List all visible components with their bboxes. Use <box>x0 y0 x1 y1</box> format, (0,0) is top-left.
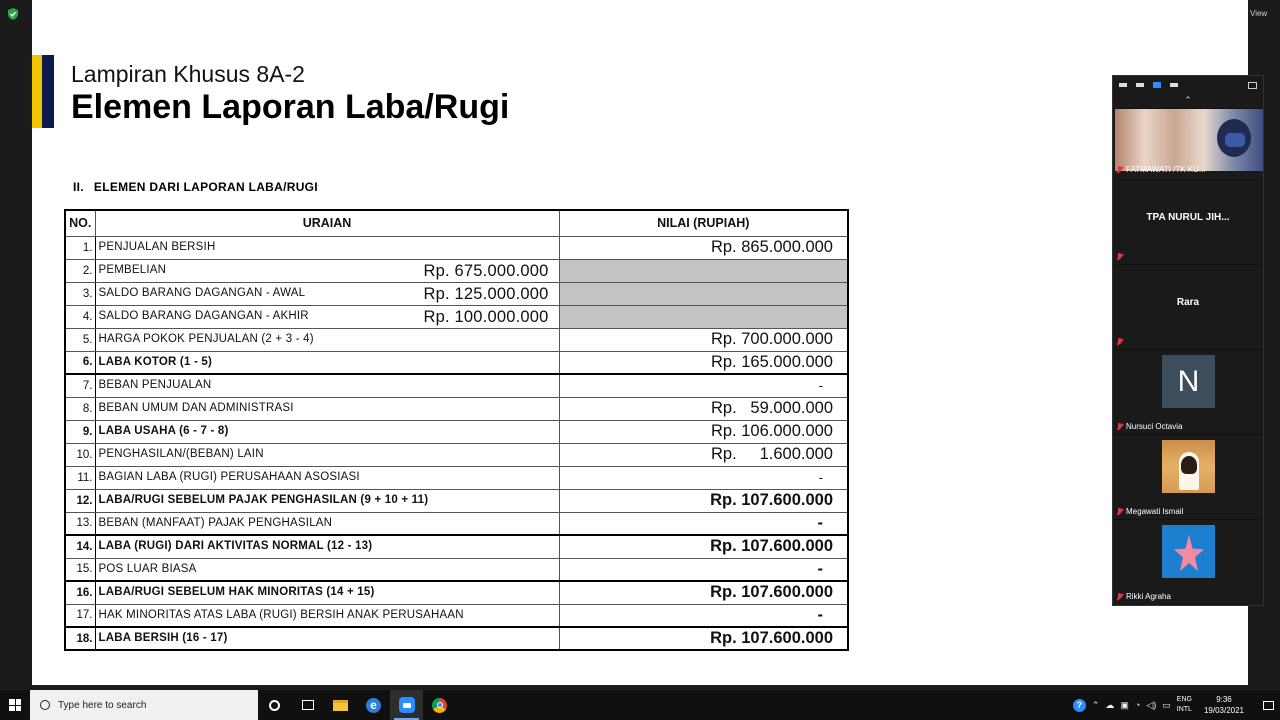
row-description: PENJUALAN BERSIH <box>95 236 559 259</box>
row-description: LABA BERSIH (16 - 17) <box>95 627 559 650</box>
row-value: Rp. 107.600.000 <box>559 627 848 650</box>
row-description: BEBAN PENJUALAN <box>95 374 559 397</box>
row-value: Rp. 1.600.000 <box>559 443 848 466</box>
file-explorer-button[interactable] <box>324 690 357 720</box>
start-button[interactable] <box>0 690 30 720</box>
row-number: 13. <box>65 512 95 535</box>
view-button[interactable]: View <box>1238 6 1267 20</box>
participant-mute-status <box>1116 338 1123 346</box>
accent-bar-navy <box>42 55 54 128</box>
row-description: LABA (RUGI) DARI AKTIVITAS NORMAL (12 - 13) <box>95 535 559 558</box>
row-number: 17. <box>65 604 95 627</box>
table-row <box>65 489 848 512</box>
header-uraian: URAIAN <box>95 210 559 236</box>
row-description: BEBAN (MANFAAT) PAJAK PENGHASILAN <box>95 512 559 535</box>
row-number: 15. <box>65 558 95 581</box>
muted-mic-icon <box>1116 166 1123 174</box>
clock-date: 19/03/2021 <box>1203 706 1244 715</box>
participant-name: TPA NURUL JIH... <box>1146 212 1230 223</box>
scroll-up-icon[interactable]: ⌃ <box>1184 95 1192 105</box>
shield-icon <box>6 7 20 21</box>
row-value: - <box>559 604 848 627</box>
task-view-button[interactable] <box>291 690 324 720</box>
row-number: 18. <box>65 627 95 650</box>
row-value-gray <box>559 282 848 305</box>
participant-tile[interactable] <box>1113 434 1263 519</box>
language-indicator[interactable]: ENG INTL <box>1176 696 1192 713</box>
income-statement-table <box>64 209 849 651</box>
participant-mute-status <box>1116 253 1123 261</box>
table-row <box>65 328 848 351</box>
table-row <box>65 259 848 282</box>
row-description: POS LUAR BIASA <box>95 558 559 581</box>
table-row <box>65 374 848 397</box>
search-icon <box>40 700 50 710</box>
row-value: Rp. 107.600.000 <box>559 581 848 604</box>
table-row <box>65 397 848 420</box>
windows-logo-icon <box>9 699 21 711</box>
table-row <box>65 351 848 374</box>
panel-toolbar <box>1113 76 1263 94</box>
row-description: PENGHASILAN/(BEBAN) LAIN <box>95 443 559 466</box>
row-number: 9. <box>65 420 95 443</box>
section-heading: II. ELEMEN DARI LAPORAN LABA/RUGI <box>73 180 318 194</box>
participant-name: FATMAWATI /TK KU... <box>1116 165 1206 174</box>
show-hidden-icons-icon[interactable]: ⌃ <box>1091 699 1100 710</box>
row-value: Rp. 107.600.000 <box>559 535 848 558</box>
row-number: 12. <box>65 489 95 512</box>
exit-panel-icon[interactable] <box>1248 82 1257 89</box>
row-value: Rp. 165.000.000 <box>559 351 848 374</box>
notification-icon <box>1263 701 1274 710</box>
muted-mic-icon <box>1116 338 1123 346</box>
row-inner-amount: Rp. 100.000.000 <box>423 307 549 326</box>
participant-video <box>1115 109 1263 171</box>
edge-icon: e <box>366 698 381 713</box>
participant-tile[interactable] <box>1113 264 1263 349</box>
speaker-view-icon[interactable] <box>1153 82 1161 88</box>
row-value: Rp. 106.000.000 <box>559 420 848 443</box>
participant-photo <box>1162 525 1215 578</box>
row-number: 2. <box>65 259 95 282</box>
row-value-gray <box>559 259 848 282</box>
table-row <box>65 512 848 535</box>
table-row <box>65 466 848 489</box>
row-number: 6. <box>65 351 95 374</box>
participant-avatar: N <box>1162 355 1215 408</box>
participant-tile[interactable] <box>1113 108 1263 179</box>
notification-button[interactable] <box>1256 690 1280 720</box>
accent-bar-yellow <box>32 55 42 128</box>
chrome-icon <box>432 698 447 713</box>
participant-name: Nursuci Octavia <box>1116 422 1182 431</box>
row-description: LABA/RUGI SEBELUM HAK MINORITAS (14 + 15) <box>95 581 559 604</box>
row-value: - <box>559 374 848 397</box>
network-icon[interactable]: ◔ <box>1134 700 1141 710</box>
row-number: 16. <box>65 581 95 604</box>
display-icon[interactable]: ▣ <box>1120 699 1129 710</box>
slide-title: Elemen Laporan Laba/Rugi <box>71 88 510 126</box>
row-number: 1. <box>65 236 95 259</box>
onedrive-icon[interactable]: ☁ <box>1105 699 1115 710</box>
taskbar-search[interactable]: Type here to search <box>30 690 258 720</box>
participant-tile[interactable] <box>1113 179 1263 264</box>
row-description: PEMBELIAN Rp. 675.000.000 <box>95 259 559 282</box>
participant-name: Rikki Agraha <box>1116 592 1171 601</box>
table-header-row <box>65 210 848 236</box>
participant-photo <box>1162 440 1215 493</box>
file-explorer-icon <box>333 700 348 711</box>
table-row <box>65 558 848 581</box>
row-number: 11. <box>65 466 95 489</box>
row-number: 8. <box>65 397 95 420</box>
row-description: SALDO BARANG DAGANGAN - AWAL Rp. 125.000.000 <box>95 282 559 305</box>
row-number: 7. <box>65 374 95 397</box>
row-description: BEBAN UMUM DAN ADMINISTRASI <box>95 397 559 420</box>
table-row <box>65 443 848 466</box>
participant-tile[interactable] <box>1113 349 1263 434</box>
zoom-button[interactable] <box>390 690 423 720</box>
row-description: HARGA POKOK PENJUALAN (2 + 3 - 4) <box>95 328 559 351</box>
muted-mic-icon <box>1116 253 1123 261</box>
row-description: LABA USAHA (6 - 7 - 8) <box>95 420 559 443</box>
slide-subtitle: Lampiran Khusus 8A-2 <box>71 61 305 87</box>
participant-name: Rara <box>1176 297 1200 308</box>
row-description: HAK MINORITAS ATAS LABA (RUGI) BERSIH ANAK PERUSAHAAN <box>95 604 559 627</box>
shared-slide <box>32 0 1248 685</box>
system-tray <box>1073 690 1280 720</box>
row-description: LABA KOTOR (1 - 5) <box>95 351 559 374</box>
windows-taskbar <box>0 690 1280 720</box>
row-description: LABA/RUGI SEBELUM PAJAK PENGHASILAN (9 + 10 + 11) <box>95 489 559 512</box>
row-description: SALDO BARANG DAGANGAN - AKHIR Rp. 100.000.000 <box>95 305 559 328</box>
gallery-view-icon[interactable] <box>1170 83 1178 87</box>
chrome-button[interactable] <box>423 690 456 720</box>
row-value: - <box>559 558 848 581</box>
row-inner-amount: Rp. 675.000.000 <box>423 261 549 280</box>
row-value: - <box>559 466 848 489</box>
task-view-icon <box>302 700 314 710</box>
clock-time: 9:36 <box>1216 695 1232 704</box>
row-description: BAGIAN LABA (RUGI) PERUSAHAAN ASOSIASI <box>95 466 559 489</box>
table-row <box>65 627 848 650</box>
participants-panel <box>1112 75 1264 606</box>
table-row <box>65 236 848 259</box>
row-value: Rp. 107.600.000 <box>559 489 848 512</box>
header-nilai: NILAI (RUPIAH) <box>559 210 848 236</box>
help-icon[interactable]: ? <box>1073 699 1086 712</box>
participant-tile[interactable] <box>1113 519 1263 604</box>
cortana-icon <box>269 700 280 711</box>
row-number: 14. <box>65 535 95 558</box>
table-row <box>65 535 848 558</box>
row-number: 10. <box>65 443 95 466</box>
row-number: 5. <box>65 328 95 351</box>
table-row <box>65 282 848 305</box>
participant-name: Megawati Ismail <box>1116 507 1183 516</box>
table-row <box>65 604 848 627</box>
zoom-icon <box>399 697 415 713</box>
table-row <box>65 581 848 604</box>
table-row <box>65 305 848 328</box>
battery-icon[interactable]: ▭ <box>1162 699 1171 710</box>
row-value: - <box>559 512 848 535</box>
row-value-gray <box>559 305 848 328</box>
row-value: Rp. 700.000.000 <box>559 328 848 351</box>
row-number: 4. <box>65 305 95 328</box>
muted-mic-icon <box>1116 508 1123 516</box>
header-no: NO. <box>65 210 95 236</box>
thumbnail-view-icon[interactable] <box>1136 83 1144 87</box>
row-inner-amount: Rp. 125.000.000 <box>423 284 549 303</box>
row-value: Rp. 59.000.000 <box>559 397 848 420</box>
row-number: 3. <box>65 282 95 305</box>
muted-mic-icon <box>1116 423 1123 431</box>
minimize-icon[interactable] <box>1119 83 1127 87</box>
volume-icon[interactable]: ◁) <box>1146 699 1157 710</box>
clock[interactable] <box>1198 694 1250 716</box>
table-row <box>65 420 848 443</box>
edge-button[interactable] <box>357 690 390 720</box>
row-value: Rp. 865.000.000 <box>559 236 848 259</box>
muted-mic-icon <box>1116 593 1123 601</box>
cortana-button[interactable] <box>258 690 291 720</box>
